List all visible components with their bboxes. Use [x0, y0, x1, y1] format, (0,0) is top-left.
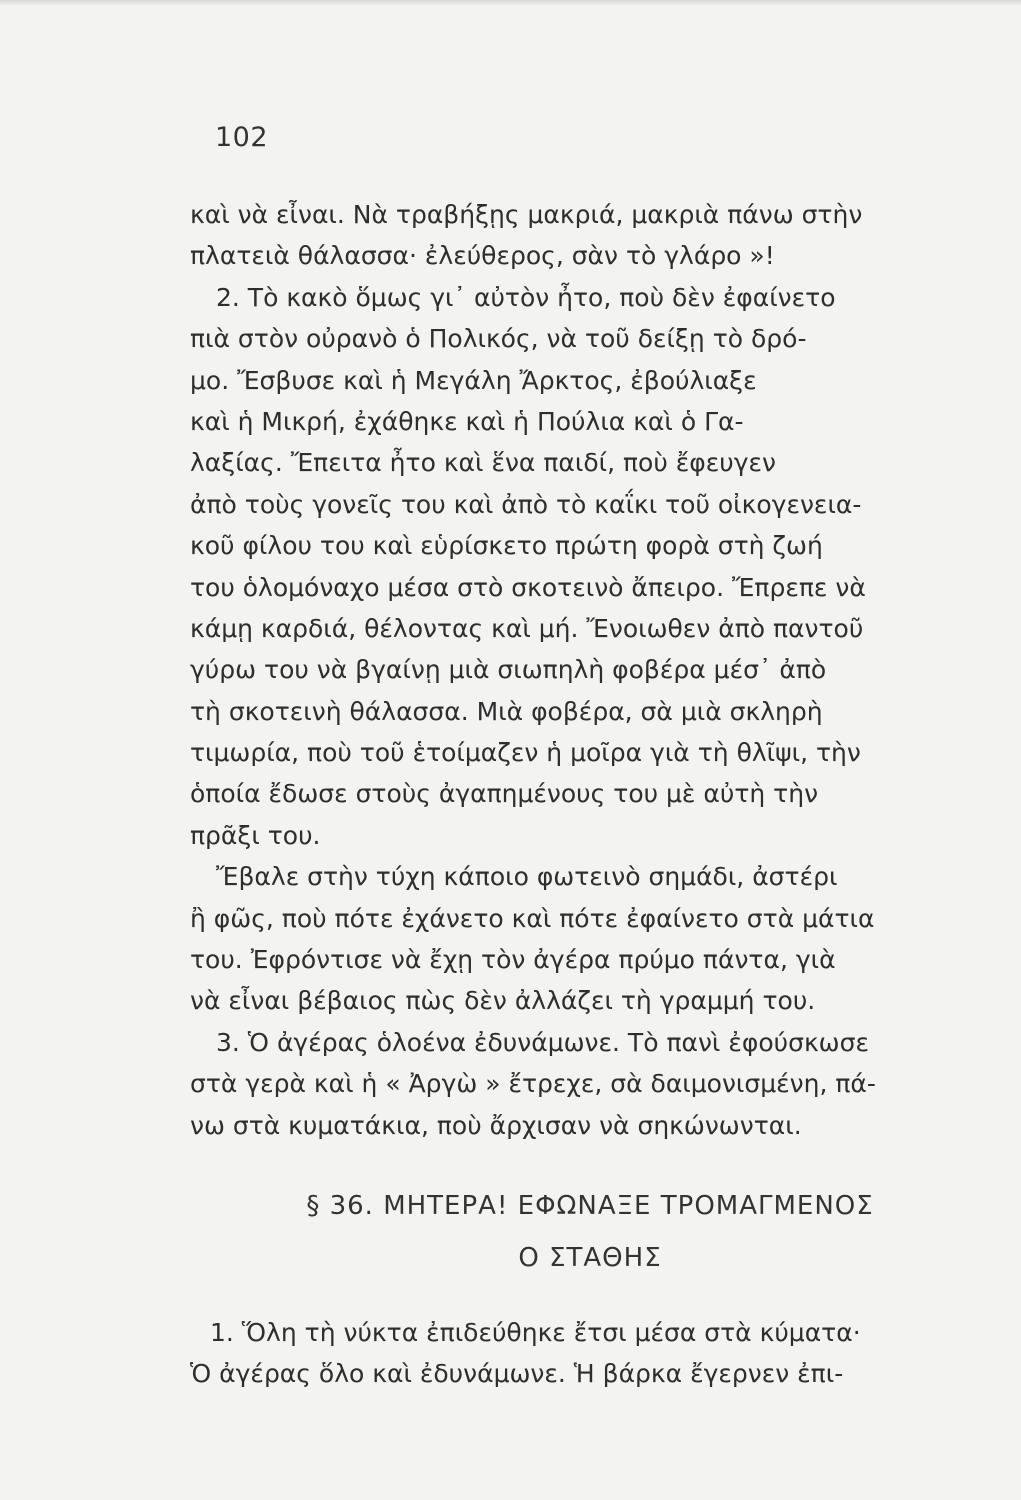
text-line: του. Ἐφρόντισε νὰ ἔχῃ τὸν ἀγέρα πρύμο πάντα, γιὰ [190, 945, 836, 975]
text-line: λαξίας. Ἔπειτα ἦτο καὶ ἕνα παιδί, ποὺ ἔφευγεν [190, 448, 776, 478]
section-text [190, 1312, 990, 1395]
page-edge-shadow [0, 0, 1021, 6]
text-line: καὶ ἡ Μικρή, ἐχάθηκε καὶ ἡ Πούλια καὶ ὁ Γα- [190, 406, 744, 436]
text-line: κάμῃ καρδιά, θέλοντας καὶ μή. Ἔνοιωθεν ἀπὸ παντοῦ [190, 613, 864, 643]
text-line: ἢ φῶς, ποὺ πότε ἐχάνετο καὶ πότε ἐφαίνετο στὰ μάτια [190, 903, 875, 933]
text-line: του ὁλομόναχο μέσα στὸ σκοτεινὸ ἄπειρο. Ἔπρεπε νὰ [190, 572, 866, 602]
text-line: ἀπὸ τοὺς γονεῖς του καὶ ἀπὸ τὸ καΐκι τοῦ οἰκογενεια- [190, 489, 862, 519]
text-line: Ὁ ἀγέρας ὅλο καὶ ἐδυνάμωνε. Ἡ βάρκα ἔγερνεν ἐπι- [190, 1359, 844, 1389]
text-line: πιὰ στὸν οὐρανὸ ὁ Πολικός, νὰ τοῦ δείξῃ τὸ δρό- [190, 324, 807, 354]
text-line: τιμωρία, ποὺ τοῦ ἑτοίμαζεν ἡ μοῖρα γιὰ τὴ θλῖψι, τὴν [190, 738, 861, 768]
text-line: 1. Ὅλη τὴ νύκτα ἐπιδεύθηκε ἔτσι μέσα στὰ κύματα· [210, 1318, 861, 1347]
text-line: γύρω του νὰ βγαίνῃ μιὰ σιωπηλὴ φοβέρα μέσ᾿ ἀπὸ [190, 655, 827, 685]
page-number: 102 [215, 122, 269, 153]
text-line: πλατειὰ θάλασσα· ἐλεύθερος, σὰν τὸ γλάρο »! [190, 241, 775, 271]
text-line: κοῦ φίλου του καὶ εὑρίσκετο πρώτη φορὰ στὴ ζωή [190, 531, 823, 561]
text-line: νὰ εἶναι βέβαιος πὼς δὲν ἀλλάζει τὴ γραμμή του. [190, 986, 816, 1016]
section-heading [190, 1180, 990, 1284]
section-heading-subline: Ο ΣΤΑΘΗΣ [518, 1243, 662, 1273]
text-line: τὴ σκοτεινὴ θάλασσα. Μιὰ φοβέρα, σὰ μιὰ σκληρὴ [190, 696, 823, 726]
body-text [190, 194, 990, 1146]
text-line: καὶ νὰ εἶναι. Νὰ τραβήξῃς μακριά, μακριὰ πάνω στὴν [190, 200, 863, 229]
text-line: μο. Ἔσβυσε καὶ ἡ Μεγάλη Ἄρκτος, ἐβούλιαξε [190, 365, 757, 395]
text-line: πρᾶξι του. [190, 820, 321, 850]
text-line: Ἔβαλε στὴν τύχη κάποιο φωτεινὸ σημάδι, ἀστέρι [216, 862, 838, 892]
text-line: στὰ γερὰ καὶ ἡ « Ἀργὼ » ἔτρεχε, σὰ δαιμονισμένη, πά- [190, 1069, 876, 1099]
text-line: νω στὰ κυματάκια, ποὺ ἄρχισαν νὰ σηκώνωνται. [190, 1110, 802, 1140]
text-line: ὁποία ἔδωσε στοὺς ἀγαπημένους του μὲ αὐτὴ τὴν [190, 779, 819, 809]
section-heading-line: § 36. ΜΗΤΕΡΑ! ΕΦΩΝΑΞΕ ΤΡΟΜΑΓΜΕΝΟΣ [306, 1191, 874, 1221]
text-line: 3. Ὁ ἀγέρας ὁλοένα ἐδυνάμωνε. Τὸ πανὶ ἐφούσκωσε [216, 1027, 869, 1057]
text-line: 2. Τὸ κακὸ ὅμως γι᾿ αὐτὸν ἦτο, ποὺ δὲν ἐφαίνετο [216, 282, 836, 312]
